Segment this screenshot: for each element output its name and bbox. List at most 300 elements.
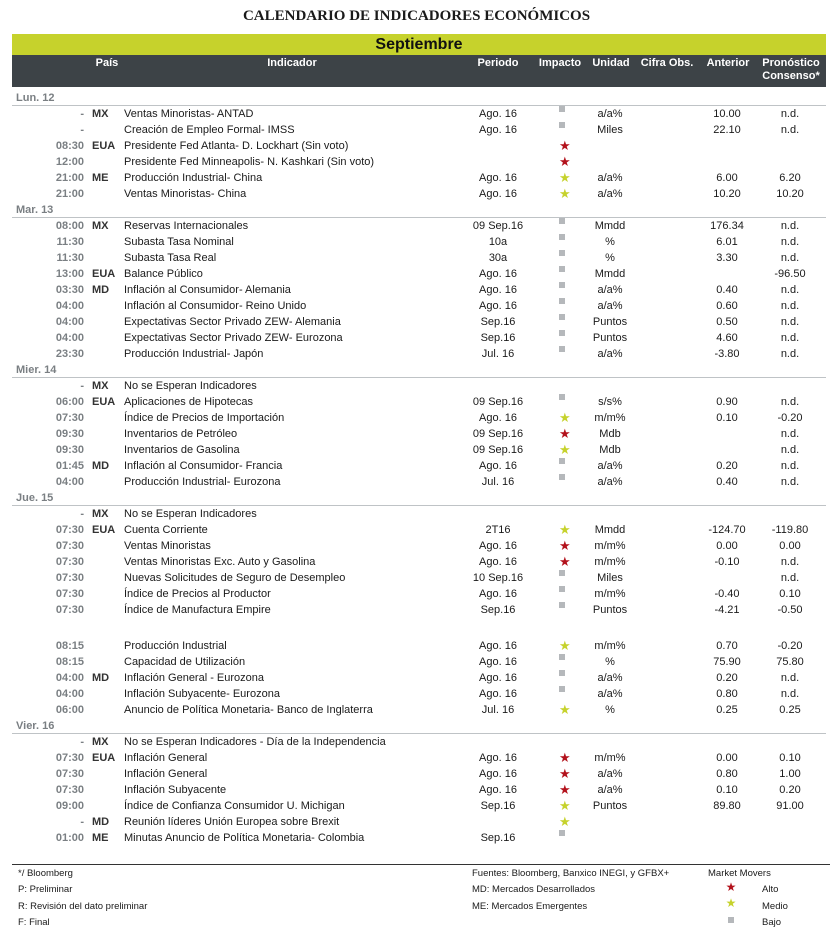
previous-cell: 0.20 [716, 460, 738, 472]
footnote-md: MD: Mercados Desarrollados [472, 884, 596, 895]
time-cell: 07:30 [55, 588, 84, 600]
header-impact: Impacto [538, 57, 582, 69]
period-cell: Ago. 16 [479, 284, 517, 296]
table-row [12, 346, 826, 362]
header-actual: Cifra Obs. [640, 57, 694, 69]
table-row [12, 314, 826, 330]
unit-cell: a/a% [597, 688, 623, 700]
unit-cell: Puntos [592, 332, 628, 344]
table-row [12, 330, 826, 346]
period-cell: Sep.16 [480, 604, 516, 616]
table-row: 09:00 Índice de Confianza Consumidor U. Michigan Sep.16 Puntos 89.80 91.00 ★ [12, 798, 826, 814]
unit-cell: Puntos [592, 800, 628, 812]
unit-cell: a/a% [597, 284, 623, 296]
consensus-cell: -96.50 [774, 268, 806, 280]
header-consensus-line1: Pronóstico [762, 57, 820, 69]
table-row: 21:00 ME Producción Industrial- China Ago. 16 a/a% 6.00 6.20 ★ [12, 170, 826, 186]
consensus-cell: n.d. [780, 572, 800, 584]
table-row [12, 734, 826, 750]
previous-cell: 10.00 [713, 108, 741, 120]
unit-cell: a/a% [597, 108, 623, 120]
indicator-cell: Inflación General - Eurozona [124, 672, 265, 684]
previous-cell: 0.25 [716, 704, 738, 716]
consensus-cell: n.d. [780, 236, 800, 248]
time-cell: 11:30 [56, 252, 84, 264]
time-cell: 07:30 [55, 556, 84, 568]
unit-cell: Puntos [592, 604, 628, 616]
period-cell: Ago. 16 [479, 784, 517, 796]
time-cell: 04:00 [55, 300, 84, 312]
previous-cell: 22.10 [713, 124, 741, 136]
row-spacer [12, 618, 826, 638]
time-cell: - [80, 816, 84, 828]
table-row [12, 106, 826, 122]
period-cell: Sep.16 [480, 832, 516, 844]
consensus-cell: n.d. [780, 252, 800, 264]
indicator-cell: Índice de Precios de Importación [124, 412, 285, 424]
time-cell: - [80, 380, 84, 392]
previous-cell: -4.21 [714, 604, 740, 616]
indicator-cell: Reservas Internacionales [124, 220, 249, 232]
period-cell: 09 Sep.16 [472, 220, 524, 232]
consensus-cell: 91.00 [776, 800, 804, 812]
header-previous: Anterior [706, 57, 750, 69]
previous-cell: 0.50 [716, 316, 738, 328]
table-row [12, 830, 826, 846]
time-cell: 07:30 [55, 540, 84, 552]
time-cell: - [80, 508, 84, 520]
consensus-cell: n.d. [780, 348, 800, 360]
unit-cell: % [605, 704, 615, 716]
indicator-cell: Inflación al Consumidor- Alemania [124, 284, 291, 296]
indicator-cell: Inflación al Consumidor- Reino Unido [124, 300, 307, 312]
country-cell: ME [92, 172, 109, 184]
previous-cell: 10.20 [713, 188, 741, 200]
time-cell: 12:00 [55, 156, 84, 168]
previous-cell: 0.10 [716, 784, 738, 796]
previous-cell: -0.10 [714, 556, 740, 568]
indicator-cell: Inflación General [124, 768, 208, 780]
unit-cell: % [605, 236, 615, 248]
day-header [12, 362, 826, 378]
table-row: 09:30 Inventarios de Petróleo 09 Sep.16 Mdb n.d. ★ [12, 426, 826, 442]
indicator-cell: Inventarios de Petróleo [124, 428, 238, 440]
period-cell: Ago. 16 [479, 540, 517, 552]
legend-high-star-icon: ★ [725, 880, 737, 894]
table-row [12, 266, 826, 282]
indicator-cell: Inflación General [124, 752, 208, 764]
period-cell: Ago. 16 [479, 124, 517, 136]
unit-cell: a/a% [597, 188, 623, 200]
time-cell: - [80, 736, 84, 748]
consensus-cell: n.d. [780, 444, 800, 456]
period-cell: 09 Sep.16 [472, 396, 524, 408]
time-cell: - [80, 124, 84, 136]
period-cell: 30a [488, 252, 508, 264]
period-cell: Ago. 16 [479, 688, 517, 700]
previous-cell: -0.40 [714, 588, 740, 600]
day-label: Mar. 13 [16, 204, 54, 216]
footnote-me: ME: Mercados Emergentes [472, 901, 588, 912]
period-cell: Ago. 16 [479, 300, 517, 312]
day-label: Mier. 14 [16, 364, 57, 376]
unit-cell: m/m% [594, 556, 626, 568]
unit-cell: Mmdd [594, 268, 626, 280]
table-row [12, 282, 826, 298]
table-row [12, 602, 826, 618]
unit-cell: m/m% [594, 588, 626, 600]
consensus-cell: n.d. [780, 220, 800, 232]
unit-cell: a/a% [597, 172, 623, 184]
consensus-cell: -0.50 [777, 604, 803, 616]
time-cell: - [80, 108, 84, 120]
legend-low-label: Bajo [762, 917, 782, 928]
previous-cell: 6.01 [716, 236, 738, 248]
consensus-cell: n.d. [780, 316, 800, 328]
consensus-cell: 0.00 [779, 540, 801, 552]
time-cell: 07:30 [55, 524, 84, 536]
day-label: Jue. 15 [16, 492, 54, 504]
indicator-cell: Ventas Minoristas [124, 540, 211, 552]
unit-cell: m/m% [594, 752, 626, 764]
previous-cell: 3.30 [716, 252, 738, 264]
indicator-cell: Subasta Tasa Nominal [124, 236, 234, 248]
previous-cell: 4.60 [716, 332, 738, 344]
consensus-cell: n.d. [780, 556, 800, 568]
indicator-cell: Anuncio de Política Monetaria- Banco de Inglaterra [124, 704, 373, 716]
period-cell: 09 Sep.16 [472, 444, 524, 456]
indicator-cell: Presidente Fed Atlanta- D. Lockhart (Sin voto) [124, 140, 349, 152]
previous-cell: 0.80 [716, 688, 738, 700]
previous-cell: 0.40 [716, 284, 738, 296]
previous-cell: 0.40 [716, 476, 738, 488]
period-cell: Ago. 16 [479, 412, 517, 424]
indicator-cell: No se Esperan Indicadores [124, 380, 257, 392]
country-cell: EUA [92, 752, 116, 764]
previous-cell: 0.70 [716, 640, 738, 652]
table-header [12, 55, 826, 87]
country-cell: MX [92, 220, 109, 232]
table-row [12, 378, 826, 394]
consensus-cell: 1.00 [779, 768, 801, 780]
consensus-cell: n.d. [780, 476, 800, 488]
header-consensus [758, 57, 824, 83]
day-header [12, 202, 826, 218]
consensus-cell: -119.80 [771, 524, 809, 536]
country-cell: EUA [92, 140, 116, 152]
legend-high-label: Alto [762, 884, 779, 895]
indicator-cell: Subasta Tasa Real [124, 252, 217, 264]
previous-cell: 0.00 [716, 752, 738, 764]
indicator-cell: Ventas Minoristas Exc. Auto y Gasolina [124, 556, 316, 568]
period-cell: Sep.16 [480, 800, 516, 812]
unit-cell: a/a% [597, 460, 623, 472]
table-row [12, 570, 826, 586]
footnote-bloomberg: */ Bloomberg [18, 868, 73, 879]
country-cell: MX [92, 108, 109, 120]
table-row: 07:30 Ventas Minoristas Ago. 16 m/m% 0.00 0.00 ★ [12, 538, 826, 554]
time-cell: 08:00 [55, 220, 84, 232]
unit-cell: m/m% [594, 540, 626, 552]
period-cell: Ago. 16 [479, 588, 517, 600]
consensus-cell: n.d. [780, 284, 800, 296]
consensus-cell: n.d. [780, 396, 800, 408]
time-cell: 04:00 [55, 316, 84, 328]
consensus-cell: 75.80 [776, 656, 804, 668]
table-row [12, 474, 826, 490]
time-cell: 07:30 [55, 768, 84, 780]
time-cell: 08:15 [55, 656, 84, 668]
previous-cell: -124.70 [708, 524, 746, 536]
table-row: 07:30 Ventas Minoristas Exc. Auto y Gasolina Ago. 16 m/m% -0.10 n.d. ★ [12, 554, 826, 570]
unit-cell: Puntos [592, 316, 628, 328]
time-cell: 03:30 [55, 284, 84, 296]
period-cell: Sep.16 [480, 332, 516, 344]
indicator-cell: Inflación Subyacente [124, 784, 227, 796]
previous-cell: 0.60 [716, 300, 738, 312]
header-unit: Unidad [592, 57, 630, 69]
time-cell: 04:00 [55, 672, 84, 684]
unit-cell: m/m% [594, 640, 626, 652]
table-row: 08:15 Producción Industrial Ago. 16 m/m% 0.70 -0.20 ★ [12, 638, 826, 654]
table-row: 08:30 EUA Presidente Fed Atlanta- D. Lockhart (Sin voto) ★ [12, 138, 826, 154]
consensus-cell: 0.25 [779, 704, 801, 716]
period-cell: 09 Sep.16 [472, 428, 524, 440]
time-cell: 08:15 [55, 640, 84, 652]
time-cell: 06:00 [55, 704, 84, 716]
time-cell: 01:00 [55, 832, 84, 844]
indicator-cell: Expectativas Sector Privado ZEW- Alemania [124, 316, 341, 328]
country-cell: MD [92, 284, 110, 296]
previous-cell: 6.00 [716, 172, 738, 184]
unit-cell: a/a% [597, 768, 623, 780]
previous-cell: 176.34 [710, 220, 744, 232]
footer-divider [12, 864, 830, 865]
unit-cell: a/a% [597, 300, 623, 312]
period-cell: Ago. 16 [479, 672, 517, 684]
legend-title: Market Movers [708, 868, 771, 879]
indicator-cell: Balance Público [124, 268, 203, 280]
day-header [12, 90, 826, 106]
country-cell: EUA [92, 396, 116, 408]
time-cell: 07:30 [55, 572, 84, 584]
indicator-cell: Minutas Anuncio de Política Monetaria- Colombia [124, 832, 365, 844]
table-row [12, 458, 826, 474]
footnote-final: F: Final [18, 917, 50, 928]
table-row: 07:30 Índice de Precios de Importación Ago. 16 m/m% 0.10 -0.20 ★ [12, 410, 826, 426]
indicator-cell: No se Esperan Indicadores - Día de la Independencia [124, 736, 386, 748]
unit-cell: Mdb [599, 428, 621, 440]
consensus-cell: 10.20 [776, 188, 804, 200]
consensus-cell: 0.10 [779, 752, 801, 764]
table-row [12, 670, 826, 686]
indicator-cell: Capacidad de Utilización [124, 656, 246, 668]
unit-cell: a/a% [597, 476, 623, 488]
indicator-cell: Expectativas Sector Privado ZEW- Eurozona [124, 332, 343, 344]
previous-cell: 0.10 [716, 412, 738, 424]
consensus-cell: 0.10 [779, 588, 801, 600]
indicator-cell: Inventarios de Gasolina [124, 444, 240, 456]
consensus-cell: -0.20 [777, 412, 803, 424]
previous-cell: 89.80 [713, 800, 741, 812]
period-cell: Ago. 16 [479, 188, 517, 200]
indicator-cell: Índice de Precios al Productor [124, 588, 271, 600]
time-cell: 07:30 [55, 604, 84, 616]
calendar-table [12, 90, 826, 846]
indicator-cell: No se Esperan Indicadores [124, 508, 257, 520]
consensus-cell: n.d. [780, 460, 800, 472]
time-cell: 06:00 [55, 396, 84, 408]
table-row [12, 218, 826, 234]
consensus-cell: 6.20 [779, 172, 801, 184]
country-cell: MD [92, 816, 110, 828]
indicator-cell: Reunión líderes Unión Europea sobre Brexit [124, 816, 340, 828]
legend-low-square-icon [724, 912, 738, 926]
table-row: 07:30 Inflación Subyacente Ago. 16 a/a% 0.10 0.20 ★ [12, 782, 826, 798]
previous-cell: 0.00 [716, 540, 738, 552]
period-cell: Ago. 16 [479, 752, 517, 764]
consensus-cell: n.d. [780, 124, 800, 136]
country-cell: EUA [92, 268, 116, 280]
time-cell: 23:30 [55, 348, 84, 360]
indicator-cell: Inflación al Consumidor- Francia [124, 460, 283, 472]
country-cell: MD [92, 672, 110, 684]
unit-cell: a/a% [597, 348, 623, 360]
indicator-cell: Ventas Minoristas- ANTAD [124, 108, 254, 120]
indicator-cell: Aplicaciones de Hipotecas [124, 396, 254, 408]
time-cell: 09:30 [55, 428, 84, 440]
country-cell: EUA [92, 524, 116, 536]
indicator-cell: Producción Industrial- Eurozona [124, 476, 281, 488]
table-row [12, 250, 826, 266]
period-cell: Ago. 16 [479, 768, 517, 780]
country-cell: MD [92, 460, 110, 472]
time-cell: 04:00 [55, 688, 84, 700]
indicator-cell: Cuenta Corriente [124, 524, 208, 536]
country-cell: MX [92, 380, 109, 392]
unit-cell: s/s% [598, 396, 622, 408]
table-row [12, 234, 826, 250]
period-cell: 2T16 [485, 524, 511, 536]
previous-cell: 0.20 [716, 672, 738, 684]
header-country: País [95, 57, 119, 69]
indicator-cell: Producción Industrial- Japón [124, 348, 264, 360]
indicator-cell: Índice de Manufactura Empire [124, 604, 271, 616]
footnote-revision: R: Revisión del dato preliminar [18, 901, 148, 912]
previous-cell: 75.90 [713, 656, 741, 668]
table-row [12, 654, 826, 670]
time-cell: 11:30 [56, 236, 84, 248]
time-cell: 04:00 [55, 332, 84, 344]
table-row: 07:30 Inflación General Ago. 16 a/a% 0.80 1.00 ★ [12, 766, 826, 782]
period-cell: 10a [488, 236, 508, 248]
indicator-cell: Ventas Minoristas- China [124, 188, 247, 200]
unit-cell: Mmdd [594, 220, 626, 232]
page-title: CALENDARIO DE INDICADORES ECONÓMICOS [242, 8, 591, 24]
previous-cell: 0.80 [716, 768, 738, 780]
table-row: 07:30 EUA Inflación General Ago. 16 m/m% 0.00 0.10 ★ [12, 750, 826, 766]
period-cell: Ago. 16 [479, 108, 517, 120]
previous-cell: 0.90 [716, 396, 738, 408]
unit-cell: % [605, 252, 615, 264]
indicator-cell: Índice de Confianza Consumidor U. Michigan [124, 800, 345, 812]
period-cell: Ago. 16 [479, 640, 517, 652]
consensus-cell: n.d. [780, 332, 800, 344]
consensus-cell: n.d. [780, 688, 800, 700]
day-header [12, 718, 826, 734]
legend-mid-star-icon: ★ [725, 896, 737, 910]
previous-cell: -3.80 [714, 348, 740, 360]
header-period: Periodo [477, 57, 519, 69]
consensus-cell: 0.20 [779, 784, 801, 796]
table-row: 07:30 EUA Cuenta Corriente 2T16 Mmdd -124.70 -119.80 ★ [12, 522, 826, 538]
time-cell: 21:00 [55, 172, 84, 184]
month-banner: Septiembre [12, 34, 826, 55]
time-cell: 07:30 [55, 752, 84, 764]
day-label: Lun. 12 [16, 92, 55, 104]
unit-cell: a/a% [597, 672, 623, 684]
unit-cell: m/m% [594, 412, 626, 424]
time-cell: 04:00 [55, 476, 84, 488]
legend-mid-label: Medio [762, 901, 788, 912]
time-cell: 13:00 [55, 268, 84, 280]
table-row [12, 506, 826, 522]
period-cell: Ago. 16 [479, 172, 517, 184]
table-row [12, 686, 826, 702]
period-cell: Jul. 16 [481, 348, 515, 360]
footnote-preliminar: P: Preliminar [18, 884, 73, 895]
table-row: 21:00 Ventas Minoristas- China Ago. 16 a/a% 10.20 10.20 ★ [12, 186, 826, 202]
indicator-cell: Producción Industrial [124, 640, 227, 652]
table-row: 06:00 Anuncio de Política Monetaria- Banco de Inglaterra Jul. 16 % 0.25 0.25 ★ [12, 702, 826, 718]
time-cell: 07:30 [55, 784, 84, 796]
period-cell: Jul. 16 [481, 476, 515, 488]
table-row: 12:00 Presidente Fed Minneapolis- N. Kashkari (Sin voto) ★ [12, 154, 826, 170]
time-cell: 08:30 [55, 140, 84, 152]
country-cell: ME [92, 832, 109, 844]
indicator-cell: Nuevas Solicitudes de Seguro de Desempleo [124, 572, 346, 584]
country-cell: MX [92, 508, 109, 520]
indicator-cell: Creación de Empleo Formal- IMSS [124, 124, 295, 136]
indicator-cell: Producción Industrial- China [124, 172, 263, 184]
consensus-cell: n.d. [780, 428, 800, 440]
day-header [12, 490, 826, 506]
period-cell: Ago. 16 [479, 556, 517, 568]
period-cell: Ago. 16 [479, 460, 517, 472]
consensus-cell: n.d. [780, 672, 800, 684]
time-cell: 21:00 [55, 188, 84, 200]
table-row: 09:30 Inventarios de Gasolina 09 Sep.16 Mdb n.d. ★ [12, 442, 826, 458]
consensus-cell: n.d. [780, 300, 800, 312]
time-cell: 09:30 [55, 444, 84, 456]
unit-cell: Miles [597, 124, 623, 136]
unit-cell: Mdb [599, 444, 621, 456]
day-label: Vier. 16 [16, 720, 55, 732]
consensus-cell: -0.20 [777, 640, 803, 652]
consensus-cell: n.d. [780, 108, 800, 120]
table-row [12, 298, 826, 314]
unit-cell: Miles [597, 572, 623, 584]
period-cell: Ago. 16 [479, 268, 517, 280]
header-indicator: Indicador [267, 57, 317, 69]
footnote-sources: Fuentes: Bloomberg, Banxico INEGI, y GFBX+ [472, 868, 670, 879]
indicator-cell: Presidente Fed Minneapolis- N. Kashkari (Sin voto) [124, 156, 375, 168]
period-cell: 10 Sep.16 [472, 572, 524, 584]
table-row: - MD Reunión líderes Unión Europea sobre Brexit ★ [12, 814, 826, 830]
table-row [12, 122, 826, 138]
header-consensus-line2: Consenso* [762, 70, 820, 82]
table-row [12, 394, 826, 410]
